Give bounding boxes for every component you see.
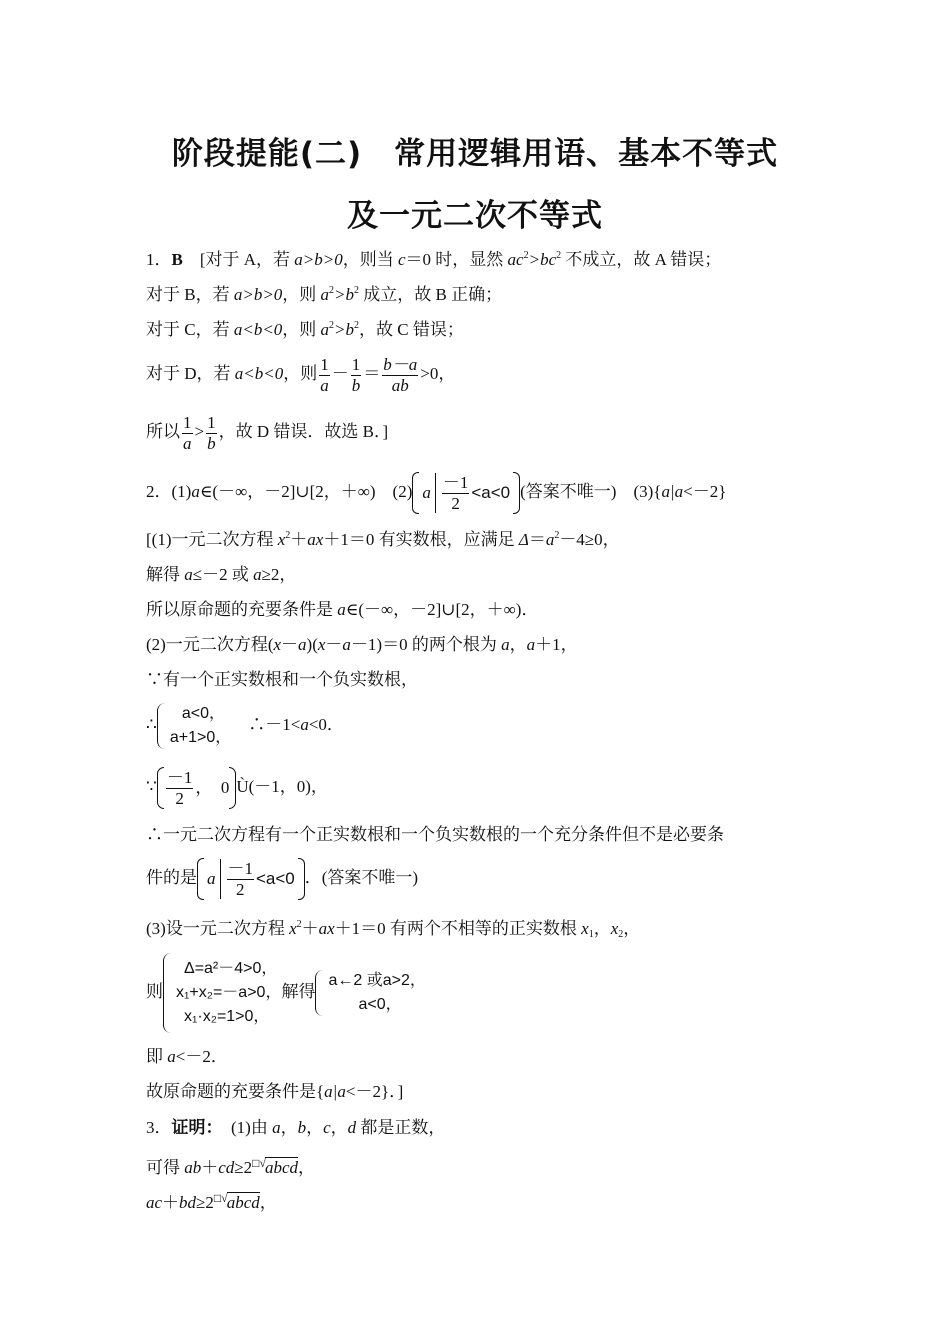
- system-rows: [170, 702, 231, 750]
- text: a: [298, 635, 307, 654]
- text: d: [347, 1118, 357, 1137]
- text: a: [545, 530, 555, 549]
- text: a: [253, 565, 262, 584]
- row: a←2 或a>2，: [328, 972, 426, 990]
- text: a: [320, 285, 330, 304]
- text: a>b>0: [233, 285, 283, 304]
- q1-line-1: [146, 248, 721, 272]
- text: Δ: [518, 530, 529, 549]
- text: －1)＝0 的两个根为: [350, 635, 502, 654]
- text: ≥2: [234, 1158, 253, 1177]
- text: a|a: [661, 482, 684, 501]
- text: a: [272, 1118, 281, 1137]
- superscript: 2: [554, 530, 560, 541]
- text: 件的是: [146, 868, 197, 887]
- row: a<0，: [181, 705, 225, 723]
- q3-line-3: [146, 1186, 277, 1215]
- q2-line-6: [146, 700, 344, 750]
- text: a: [526, 635, 536, 654]
- text: x: [610, 919, 619, 938]
- q2-line-8: ∴一元二次方程有一个正实数根和一个负实数根的一个充分条件但不是必要条: [146, 825, 724, 844]
- text: 所以: [146, 422, 180, 441]
- text: ∵: [146, 777, 157, 796]
- brace: [163, 953, 172, 1033]
- text: 所以原命题的充要条件是: [146, 600, 338, 619]
- text: ，则: [282, 285, 321, 304]
- text: ，则: [282, 320, 321, 339]
- radicand: abcd: [226, 1193, 260, 1212]
- proof-label: 证明：: [171, 1118, 214, 1137]
- system: [163, 953, 281, 1033]
- q1-line-3: [146, 318, 464, 342]
- text: ＝: [528, 530, 546, 549]
- q3-line-1: [146, 1116, 445, 1140]
- q2-head: [146, 470, 726, 515]
- q2-line-7: [146, 764, 328, 811]
- text: 都是正数，: [356, 1118, 446, 1137]
- text: ∈(－∞，－2]∪[2，＋∞) (2): [199, 482, 413, 501]
- text: <a<0: [471, 483, 511, 503]
- text: c: [323, 1118, 331, 1137]
- system: [157, 702, 231, 750]
- text: a: [191, 482, 200, 501]
- q2-line-13: [146, 1080, 403, 1104]
- brace: [315, 970, 324, 1016]
- text: 3．: [146, 1118, 172, 1137]
- text: ，: [306, 1118, 324, 1137]
- q3-line-2: [146, 1151, 315, 1180]
- text: －: [325, 635, 343, 654]
- text: >bc: [528, 250, 557, 269]
- text: ac: [507, 250, 524, 269]
- text: ∴－1<: [248, 715, 301, 734]
- text: 故原命题的充要条件是{: [146, 1082, 325, 1101]
- text: ax: [307, 530, 324, 549]
- text: ∴: [146, 715, 157, 734]
- text: ＋1＝0 有实数根，应满足: [323, 530, 519, 549]
- text: －: [331, 364, 349, 383]
- text: ．(答案不唯一): [304, 868, 419, 887]
- text: b: [297, 1118, 307, 1137]
- text: ＋: [290, 530, 308, 549]
- text: a|a: [324, 1082, 346, 1101]
- text: ，: [298, 1158, 316, 1177]
- text: <0．: [308, 715, 344, 734]
- text: 对于 C，若: [146, 320, 234, 339]
- q2-line-2: [146, 563, 296, 587]
- text: a: [207, 869, 216, 889]
- interval: [157, 765, 237, 811]
- text: a: [184, 565, 193, 584]
- root-sign: □√: [213, 1191, 228, 1205]
- text: >b: [334, 285, 355, 304]
- radicand: abcd: [264, 1158, 299, 1177]
- text: a: [300, 715, 309, 734]
- text: >0，: [420, 364, 456, 383]
- row: a+1>0，: [169, 729, 232, 747]
- numerator: －1: [442, 472, 469, 492]
- text: －: [281, 635, 299, 654]
- text: ab: [184, 1158, 202, 1177]
- text: >b: [334, 320, 355, 339]
- text: ，则: [283, 364, 318, 383]
- text: ，故 D 错误．故选 B．]: [218, 422, 389, 441]
- set-bar: [220, 859, 221, 899]
- text: 解得: [146, 565, 185, 584]
- text: a: [167, 1047, 176, 1066]
- text: x: [277, 530, 286, 549]
- row: x₁+x₂=－a>0，: [176, 984, 282, 1002]
- text: [(1)一元二次方程: [146, 530, 278, 549]
- text: 对于 B，若: [146, 285, 234, 304]
- set-braces: [412, 471, 520, 515]
- superscript: 2: [523, 250, 529, 261]
- text: <－2}．]: [345, 1082, 404, 1101]
- text: ＝: [363, 364, 381, 383]
- text: x: [317, 635, 326, 654]
- q2-line-3: [146, 598, 538, 622]
- text: ，: [330, 1118, 348, 1137]
- row: x₁·x₂=1>0，: [184, 1008, 270, 1026]
- text: ，故 C 错误；: [359, 320, 464, 339]
- text: x: [273, 635, 282, 654]
- text: bd: [179, 1193, 197, 1212]
- text: ＋1＝0 有两个不相等的正实数根: [334, 919, 582, 938]
- denominator: 2: [451, 493, 460, 513]
- text: ≤－2 或: [192, 565, 254, 584]
- text: x: [581, 919, 589, 938]
- q1-answer: B: [171, 250, 183, 269]
- superscript: 2: [329, 285, 335, 296]
- text: a>b>0: [294, 250, 343, 269]
- text: (3)设一元二次方程: [146, 919, 290, 938]
- q2-line-11: [146, 950, 426, 1034]
- denominator: ab: [391, 375, 409, 395]
- text: ＝0 时，显然: [405, 250, 508, 269]
- denominator: b: [351, 375, 361, 395]
- row: Δ=a²－4>0，: [184, 960, 278, 978]
- q2-line-10: [146, 917, 640, 941]
- text: ，: [623, 919, 641, 938]
- text: a: [337, 600, 346, 619]
- fraction: [206, 413, 217, 454]
- q1-number: 1．: [146, 250, 172, 269]
- subscript: 2: [618, 929, 624, 940]
- subscript: 1: [588, 929, 594, 940]
- text: a: [501, 635, 510, 654]
- system-rows: [176, 957, 281, 1029]
- superscript: 2: [296, 919, 302, 930]
- text: －4≥0，: [559, 530, 620, 549]
- q1-line-5: [146, 410, 388, 454]
- text: [对于 A，若: [199, 250, 295, 269]
- text: <a<0: [256, 869, 295, 889]
- set-bar: [435, 473, 436, 513]
- text: (答案不唯一) (3){: [520, 482, 662, 501]
- q1-line-4: [146, 352, 455, 396]
- system: [315, 969, 425, 1017]
- text: (2)一元二次方程(: [146, 635, 274, 654]
- numerator: －1: [227, 858, 253, 878]
- q2-line-5: ∵有一个正实数根和一个负实数根，: [146, 670, 418, 689]
- numerator: 1: [207, 412, 216, 432]
- fraction: [182, 413, 193, 454]
- fraction: [382, 355, 418, 396]
- denominator: 2: [236, 879, 245, 899]
- numerator: －1: [166, 767, 193, 787]
- superscript: 2: [329, 320, 335, 331]
- paren: [157, 767, 164, 809]
- system-rows: [328, 969, 425, 1017]
- denominator: a: [320, 375, 329, 395]
- text: a: [422, 483, 431, 503]
- text: ，: [593, 919, 611, 938]
- text: a: [320, 320, 330, 339]
- text: ＋: [301, 919, 319, 938]
- text: ，则当: [342, 250, 398, 269]
- text: a<b<0: [233, 320, 283, 339]
- text: cd: [218, 1158, 235, 1177]
- text: ∈(－∞，－2]∪[2，＋∞)．: [345, 600, 539, 619]
- set-braces: [197, 856, 305, 902]
- q2-line-4: [146, 633, 578, 657]
- text: ＋1，: [535, 635, 578, 654]
- brace: [412, 472, 419, 514]
- page-title: 阶段提能(二) 常用逻辑用语、基本不等式: [171, 136, 779, 172]
- text: Ù(－1，0)，: [236, 777, 328, 796]
- fraction: [319, 355, 330, 396]
- text: ax: [318, 919, 335, 938]
- text: ac: [146, 1193, 163, 1212]
- fraction: [227, 859, 255, 900]
- fraction: [442, 473, 470, 514]
- text: ，: [509, 635, 527, 654]
- text: a<b<0: [234, 364, 284, 383]
- brace: [298, 858, 305, 900]
- superscript: 2: [285, 530, 291, 541]
- text: 则: [146, 982, 163, 1001]
- fraction: [351, 355, 362, 396]
- numerator: 1: [183, 412, 192, 432]
- superscript: 2: [354, 320, 360, 331]
- numerator: 1: [351, 354, 361, 374]
- text: ≥2，: [261, 565, 297, 584]
- text: 解得: [281, 982, 316, 1001]
- text: ≥2: [196, 1193, 214, 1212]
- text: ，: [280, 1118, 298, 1137]
- brace: [157, 703, 166, 749]
- denominator: a: [183, 433, 192, 453]
- text: (1)由: [214, 1118, 273, 1137]
- text: 即: [146, 1047, 168, 1066]
- text: >: [194, 422, 205, 441]
- text: ，: [259, 1193, 277, 1212]
- text: 2．(1): [146, 482, 192, 501]
- numerator: 1: [320, 354, 329, 374]
- text: c: [398, 250, 406, 269]
- text: <－2．: [175, 1047, 228, 1066]
- brace: [197, 858, 204, 900]
- q2-line-1: [146, 528, 620, 552]
- text: a: [342, 635, 351, 654]
- text: ＋: [201, 1158, 219, 1177]
- fraction: [166, 768, 194, 809]
- text: ＋: [162, 1193, 180, 1212]
- text: 不成立，故 A 错误；: [561, 250, 722, 269]
- text: 成立，故 B 正确；: [359, 285, 503, 304]
- superscript: 2: [354, 285, 360, 296]
- q2-line-12: [146, 1045, 228, 1069]
- superscript: 2: [556, 250, 562, 261]
- text: 可得: [146, 1158, 185, 1177]
- q2-line-9: [146, 855, 418, 902]
- text: 对于 D，若: [146, 364, 235, 383]
- numerator: b－a: [383, 354, 418, 374]
- text: x: [289, 919, 297, 938]
- denominator: 2: [175, 788, 184, 808]
- text: )(: [306, 635, 318, 654]
- text: <－2}: [683, 482, 727, 501]
- page-subtitle: 及一元二次不等式: [347, 198, 603, 234]
- q1-line-2: [146, 283, 502, 307]
- denominator: b: [207, 433, 216, 453]
- root-sign: □√: [252, 1156, 266, 1170]
- text: ， 0: [195, 778, 230, 798]
- row: a<0，: [358, 996, 402, 1014]
